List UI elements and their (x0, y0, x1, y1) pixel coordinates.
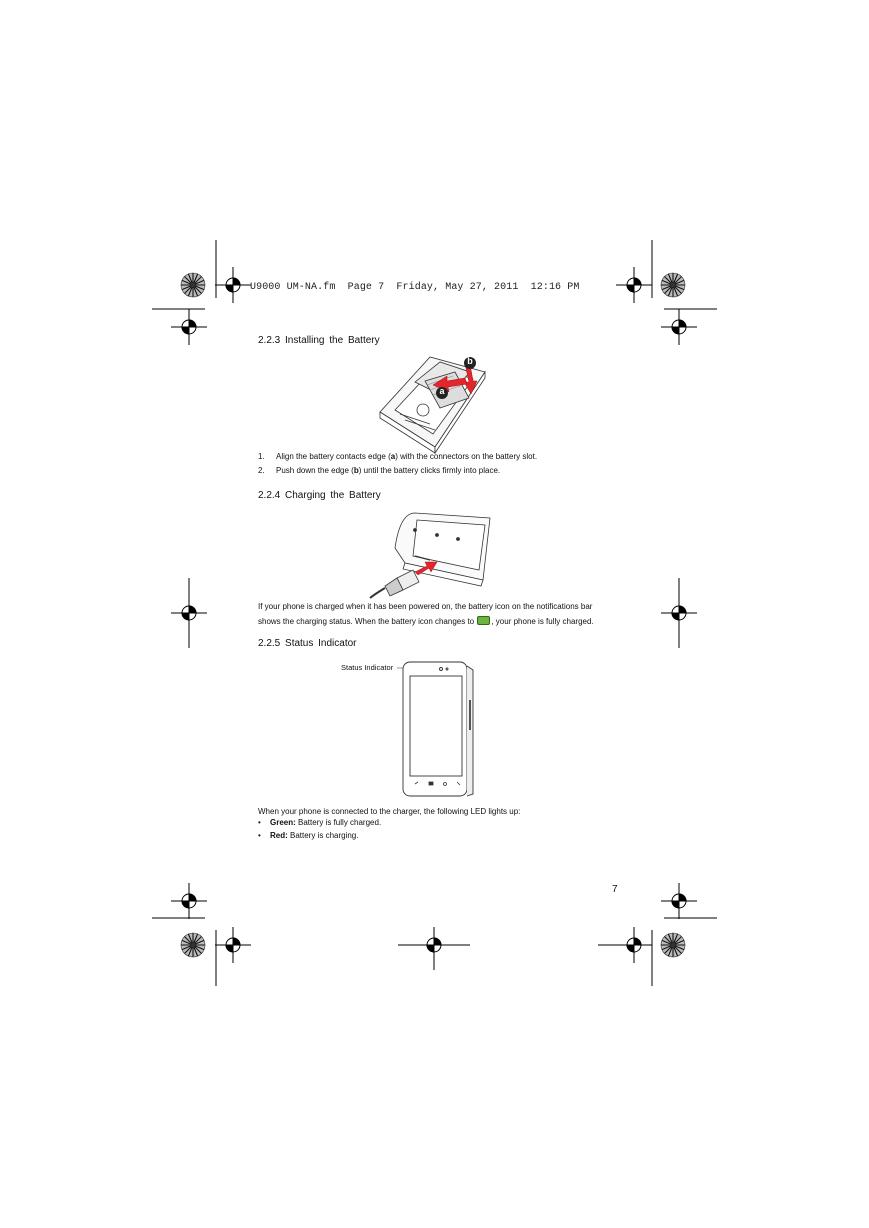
status-bullet-green: • Green: Battery is fully charged. (258, 818, 382, 827)
battery-full-icon (477, 616, 490, 625)
install-step-2: 2. Push down the edge (b) until the battery clicks firmly into place. (258, 466, 501, 475)
charging-paragraph-line-1: If your phone is charged when it has been powered on, the battery icon on the notifications bar (258, 602, 593, 611)
install-step-1: 1. Align the battery contacts edge (a) with the connectors on the battery slot. (258, 452, 538, 461)
battery-install-illustration (375, 352, 505, 452)
status-bullet-red: • Red: Battery is charging. (258, 831, 359, 840)
callout-a-label: a (439, 386, 445, 396)
phone-front-illustration (395, 660, 485, 800)
running-header: U9000 UM-NA.fm Page 7 Friday, May 27, 2011 12:16 PM (250, 282, 580, 293)
charging-paragraph-line-2: shows the charging status. When the battery icon changes to , your phone is fully charged. (258, 617, 594, 626)
status-indicator-callout: Status Indicator (341, 663, 394, 672)
charging-illustration (375, 508, 495, 598)
section-heading-installing: 2.2.3 Installing the Battery (258, 335, 380, 346)
section-heading-status: 2.2.5 Status Indicator (258, 638, 357, 649)
page-number: 7 (612, 884, 618, 895)
callout-b-label: b (467, 356, 473, 366)
section-heading-charging: 2.2.4 Charging the Battery (258, 490, 381, 501)
status-intro: When your phone is connected to the charger, the following LED lights up: (258, 807, 521, 816)
